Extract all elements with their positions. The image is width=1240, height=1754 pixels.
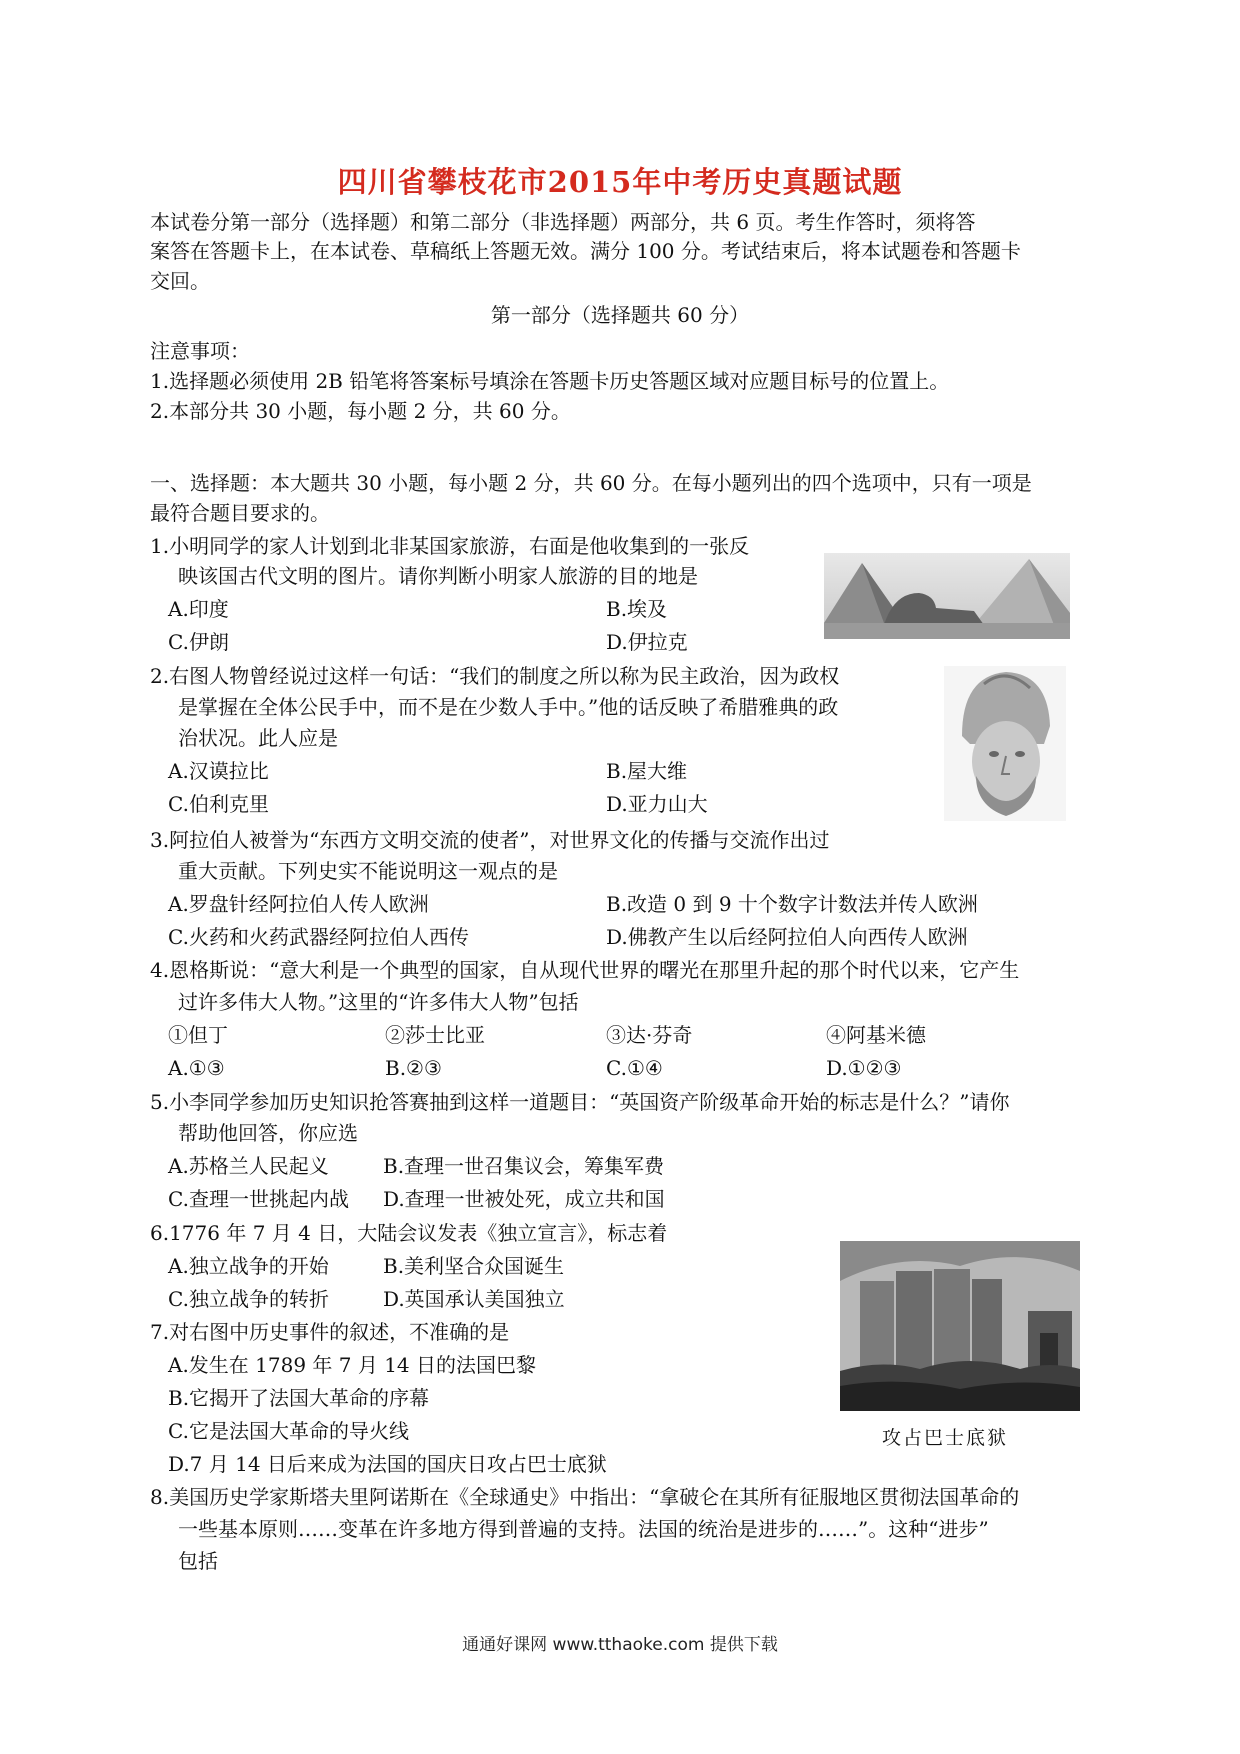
q4-option-d: D.①②③	[826, 1056, 902, 1080]
q6-option-d: D.英国承认美国独立	[383, 1287, 565, 1311]
note-item: 1.选择题必须使用 2B 铅笔将答案标号填涂在答题卡历史答题区域对应题目标号的位置上。	[150, 369, 950, 393]
q2-option-d: D.亚力山大	[606, 792, 708, 816]
q4-option-a: A.①③	[168, 1056, 225, 1080]
page-footer: 通通好课网 www.tthaoke.com 提供下载	[462, 1635, 778, 1655]
notes-heading: 注意事项：	[150, 339, 250, 363]
q7-option-c: C.它是法国大革命的导火线	[168, 1419, 409, 1443]
q4-item-4: ④阿基米德	[826, 1023, 926, 1047]
q5-option-b: B.查理一世召集议会，筹集军费	[383, 1154, 665, 1178]
note-item: 2.本部分共 30 小题，每小题 2 分，共 60 分。	[150, 399, 571, 423]
q2-line-3: 治状况。此人应是	[178, 726, 338, 750]
section1-line-1: 一、选择题：本大题共 30 小题，每小题 2 分，共 60 分。在每小题列出的四个选项中，只有一项是	[150, 471, 1032, 495]
q2-option-a: A.汉谟拉比	[168, 759, 269, 783]
q4-option-c: C.①④	[606, 1056, 663, 1080]
q2-option-b: B.屋大维	[606, 759, 688, 783]
q1-option-d: D.伊拉克	[606, 630, 688, 654]
q3-option-b: B.改造 0 到 9 十个数字计数法并传人欧洲	[606, 892, 978, 916]
q5-option-d: D.查理一世被处死，成立共和国	[383, 1187, 665, 1211]
section1-line-2: 最符合题目要求的。	[150, 501, 330, 525]
q1-line-1: 1.小明同学的家人计划到北非某国家旅游，右面是他收集到的一张反	[150, 534, 750, 558]
q4-line-2: 过许多伟大人物。”这里的“许多伟大人物”包括	[178, 990, 579, 1014]
pyramids-sphinx-image	[824, 553, 1070, 639]
page-title: 四川省攀枝花市2015年中考历史真题试题	[337, 165, 903, 199]
q2-line-1: 2.右图人物曾经说过这样一句话：“我们的制度之所以称为民主政治，因为政权	[150, 664, 840, 688]
q7-option-a: A.发生在 1789 年 7 月 14 日的法国巴黎	[168, 1353, 537, 1377]
pericles-bust-image	[944, 666, 1066, 821]
q7-option-b: B.它揭开了法国大革命的序幕	[168, 1386, 430, 1410]
q4-option-b: B.②③	[385, 1056, 442, 1080]
q5-line-2: 帮助他回答，你应选	[178, 1121, 358, 1145]
q4-line-1: 4.恩格斯说：“意大利是一个典型的国家，自从现代世界的曙光在那里升起的那个时代以来，它产生	[150, 958, 1020, 982]
q7-option-d: D.7 月 14 日后来成为法国的国庆日攻占巴士底狱	[168, 1452, 607, 1476]
q6-option-a: A.独立战争的开始	[168, 1254, 329, 1278]
q4-item-1: ①但丁	[168, 1023, 228, 1047]
intro-line-2: 案答在答题卡上，在本试卷、草稿纸上答题无效。满分 100 分。考试结束后，将本试题卷和答题卡	[150, 239, 1021, 263]
q8-line-3: 包括	[178, 1549, 218, 1573]
q5-option-a: A.苏格兰人民起义	[168, 1154, 329, 1178]
q7-line-1: 7.对右图中历史事件的叙述，不准确的是	[150, 1320, 510, 1344]
q8-line-1: 8.美国历史学家斯塔夫里阿诺斯在《全球通史》中指出：“拿破仑在其所有征服地区贯彻法国革命的	[150, 1485, 1020, 1509]
q1-option-a: A.印度	[168, 597, 229, 621]
q3-line-2: 重大贡献。下列史实不能说明这一观点的是	[178, 859, 558, 883]
q1-option-b: B.埃及	[606, 597, 668, 621]
q6-option-b: B.美利坚合众国诞生	[383, 1254, 565, 1278]
bastille-image	[840, 1241, 1080, 1411]
q4-item-2: ②莎士比亚	[385, 1023, 485, 1047]
q4-item-3: ③达·芬奇	[606, 1023, 693, 1047]
q5-option-c: C.查理一世挑起内战	[168, 1187, 349, 1211]
q3-line-1: 3.阿拉伯人被誉为“东西方文明交流的使者”，对世界文化的传播与交流作出过	[150, 828, 830, 852]
intro-line-3: 交回。	[150, 269, 210, 293]
bastille-caption: 攻占巴士底狱	[882, 1427, 1009, 1449]
q3-option-d: D.佛教产生以后经阿拉伯人向西传人欧洲	[606, 925, 968, 949]
q5-line-1: 5.小李同学参加历史知识抢答赛抽到这样一道题目：“英国资产阶级革命开始的标志是什么？”请你	[150, 1090, 1010, 1114]
intro-line-1: 本试卷分第一部分（选择题）和第二部分（非选择题）两部分，共 6 页。考生作答时，须将答	[150, 210, 976, 234]
q1-option-c: C.伊朗	[168, 630, 229, 654]
q8-line-2: 一些基本原则……变革在许多地方得到普遍的支持。法国的统治是进步的……”。这种“进步”	[178, 1517, 989, 1541]
part1-heading: 第一部分（选择题共 60 分）	[490, 303, 750, 327]
q2-line-2: 是掌握在全体公民手中，而不是在少数人手中。”他的话反映了希腊雅典的政	[178, 695, 839, 719]
q3-option-a: A.罗盘针经阿拉伯人传人欧洲	[168, 892, 429, 916]
q6-option-c: C.独立战争的转折	[168, 1287, 329, 1311]
q6-line-1: 6.1776 年 7 月 4 日，大陆会议发表《独立宣言》，标志着	[150, 1221, 668, 1245]
q3-option-c: C.火药和火药武器经阿拉伯人西传	[168, 925, 469, 949]
q2-option-c: C.伯利克里	[168, 792, 269, 816]
q1-line-2: 映该国古代文明的图片。请你判断小明家人旅游的目的地是	[178, 564, 698, 588]
